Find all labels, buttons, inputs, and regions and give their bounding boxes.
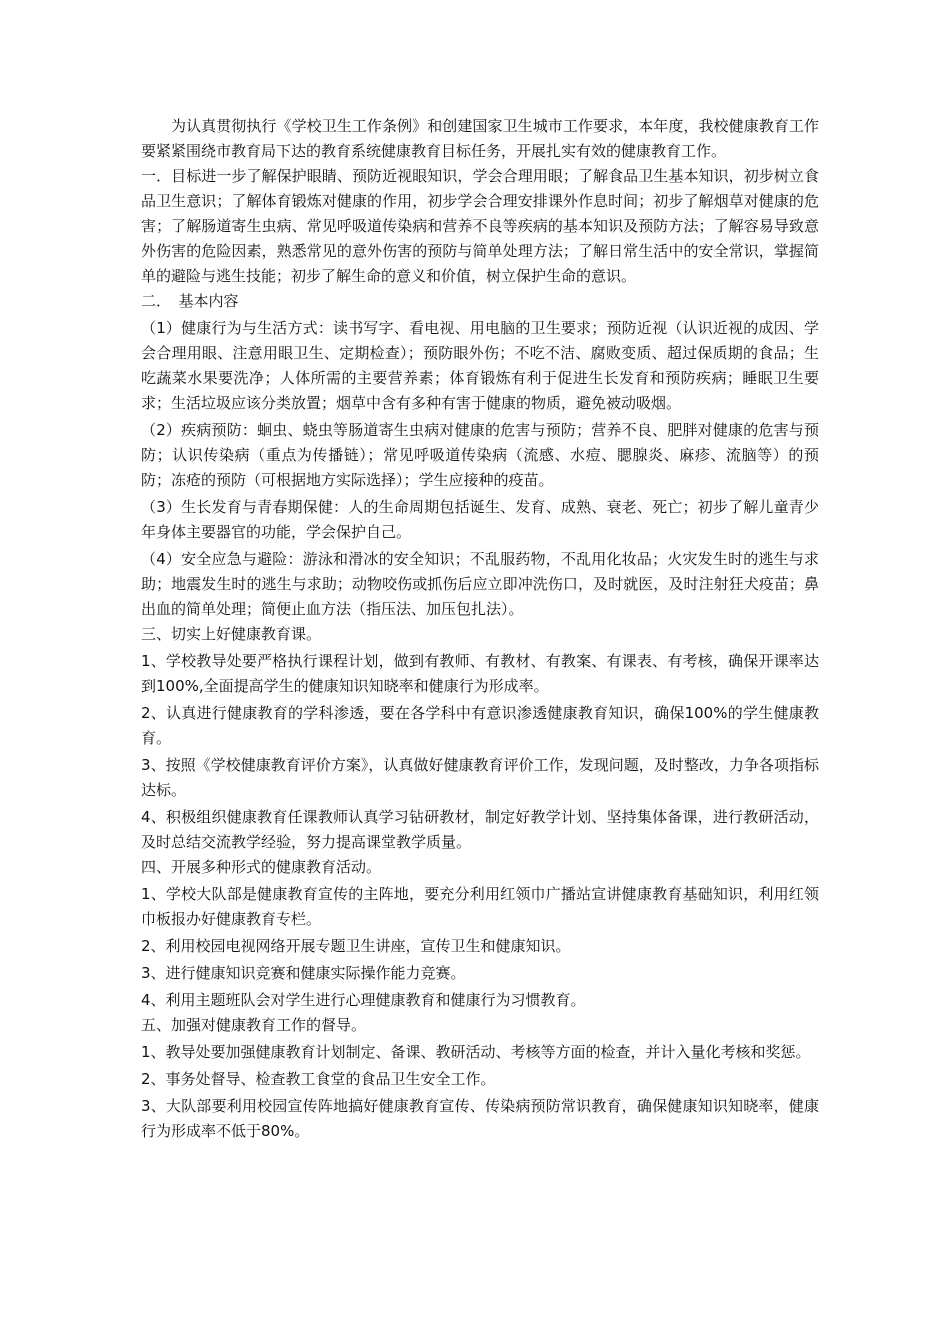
content-item-3: （3）生长发育与青春期保健：人的生命周期包括诞生、发育、成熟、衰老、死亡；初步了解儿童青少年身体主要器官的功能，学会保护自己。 (141, 498, 819, 541)
health-class-item-1: 1、学校教导处要严格执行课程计划，做到有教师、有教材、有教案、有课表、有考核，确保开课率达到100%,全面提高学生的健康知识知晓率和健康行为形成率。 (141, 652, 819, 695)
content-item-1: （1）健康行为与生活方式：读书写字、看电视、用电脑的卫生要求；预防近视（认识近视的成因、学会合理用眼、注意用眼卫生、定期检查）；预防眼外伤；不吃不洁、腐败变质、超过保质期的食品；生吃蔬菜水果要洗净；人体所需的主要营养素；体育锻炼有利于促进生长发育和预防疾病；睡眠卫生要求；生活垃圾应该分类放置；烟草中含有多种有害于健康的物质，避免被动吸烟。 (141, 319, 819, 412)
section-heading-activities: 四、开展多种形式的健康教育活动。 (141, 858, 382, 876)
intro-paragraph: 为认真贯彻执行《学校卫生工作条例》和创建国家卫生城市工作要求，本年度，我校健康教育工作要紧紧围绕市教育局下达的教育系统健康教育目标任务，开展扎实有效的健康教育工作。 (141, 117, 819, 160)
supervision-item-2: 2、事务处督导、检查教工食堂的食品卫生安全工作。 (141, 1070, 496, 1088)
health-class-item-2: 2、认真进行健康教育的学科渗透，要在各学科中有意识渗透健康教育知识，确保100%的学生健康教育。 (141, 704, 819, 747)
section-heading-supervision: 五、加强对健康教育工作的督导。 (141, 1016, 367, 1034)
activity-item-4: 4、利用主题班队会对学生进行心理健康教育和健康行为习惯教育。 (141, 991, 586, 1009)
document-body (141, 114, 819, 1144)
supervision-item-3: 3、大队部要利用校园宣传阵地搞好健康教育宣传、传染病预防常识教育，确保健康知识知晓率，健康行为形成率不低于80%。 (141, 1097, 819, 1140)
supervision-item-1: 1、教导处要加强健康教育计划制定、备课、教研活动、考核等方面的检查，并计入量化考核和奖惩。 (141, 1043, 811, 1061)
health-class-item-4: 4、积极组织健康教育任课教师认真学习钻研教材，制定好教学计划、坚持集体备课，进行教研活动，及时总结交流教学经验，努力提高课堂教学质量。 (141, 808, 819, 851)
content-item-2: （2）疾病预防：蛔虫、蛲虫等肠道寄生虫病对健康的危害与预防；营养不良、肥胖对健康的危害与预防；认识传染病（重点为传播链）；常见呼吸道传染病（流感、水痘、腮腺炎、麻疹、流脑等）的预防；冻疮的预防（可根据地方实际选择）；学生应接种的疫苗。 (141, 421, 819, 489)
activity-item-1: 1、学校大队部是健康教育宣传的主阵地，要充分利用红领巾广播站宣讲健康教育基础知识，利用红领巾板报办好健康教育专栏。 (141, 885, 819, 928)
activity-item-2: 2、利用校园电视网络开展专题卫生讲座，宣传卫生和健康知识。 (141, 937, 571, 955)
goal-paragraph: 一．目标进一步了解保护眼睛、预防近视眼知识，学会合理用眼；了解食品卫生基本知识，初步树立食品卫生意识；了解体育锻炼对健康的作用，初步学会合理安排课外作息时间；初步了解烟草对健康的危害；了解肠道寄生虫病、常见呼吸道传染病和营养不良等疾病的基本知识及预防方法；了解容易导致意外伤害的危险因素，熟悉常见的意外伤害的预防与简单处理方法；了解日常生活中的安全常识，掌握简单的避险与逃生技能；初步了解生命的意义和价值，树立保护生命的意识。 (141, 167, 819, 285)
health-class-item-3: 3、按照《学校健康教育评价方案》，认真做好健康教育评价工作，发现问题，及时整改，力争各项指标达标。 (141, 756, 819, 799)
section-heading-health-class: 三、切实上好健康教育课。 (141, 625, 322, 643)
activity-item-3: 3、进行健康知识竞赛和健康实际操作能力竞赛。 (141, 964, 466, 982)
section-heading-basic-content: 二． 基本内容 (141, 292, 239, 310)
content-item-4: （4）安全应急与避险：游泳和滑冰的安全知识；不乱服药物，不乱用化妆品；火灾发生时的逃生与求助；地震发生时的逃生与求助；动物咬伤或抓伤后应立即冲洗伤口，及时就医，及时注射狂犬疫苗；鼻出血的简单处理；简便止血方法（指压法、加压包扎法）。 (141, 550, 819, 618)
